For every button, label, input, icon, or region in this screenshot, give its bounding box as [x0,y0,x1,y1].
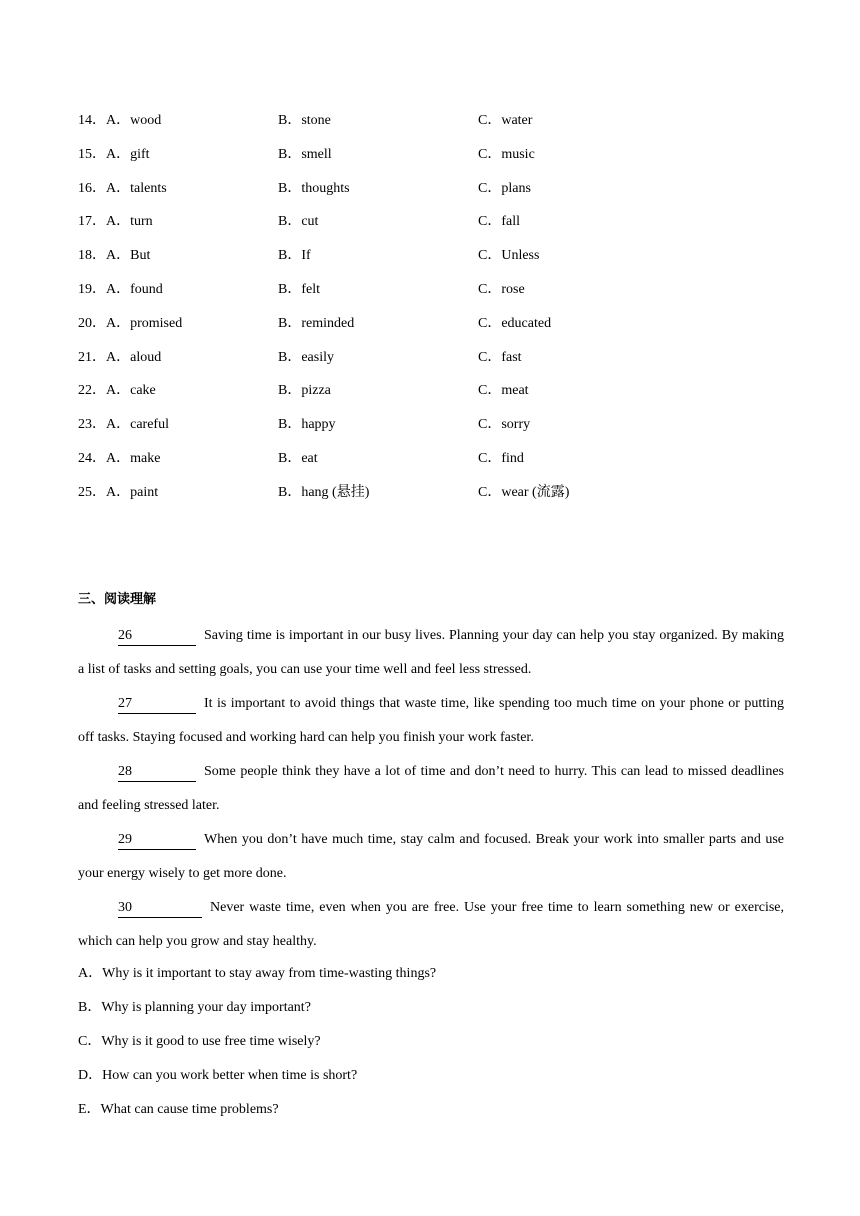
passage-paragraph [78,619,784,687]
option-b: B．cut [278,214,319,230]
option-c: C．sorry [478,417,531,433]
paragraph-text: Saving time is important in our busy lives. Planning your day can help you stay organized. By making a list of tasks and setting goals, you can use your time well and feel less stressed. [78,628,784,677]
option-b: B．felt [278,281,320,297]
option-c: C．water [478,113,533,128]
option-c: C．plans [478,180,531,196]
answer-blank: 30 [118,899,202,918]
passage-paragraph [78,823,784,891]
option-c: C．Unless [478,248,540,264]
option-c: C．fast [478,349,522,365]
answer-blank: 26 [118,627,196,646]
paragraph-text: When you don’t have much time, stay calm and focused. Break your work into smaller parts and use your energy wisely to get more done. [78,832,784,881]
option-c: C．music [478,146,535,162]
option-c: C．educated [478,315,552,331]
option-a: 18．A．But [78,248,151,264]
option-b: B．thoughts [278,180,350,196]
option-b: B．stone [278,113,331,128]
option-c: C．rose [478,281,525,297]
option-a: 16．A．talents [78,180,167,196]
question-row [78,212,798,246]
option-b: B．hang (悬挂) [278,484,370,500]
option-b: B．happy [278,417,336,433]
option-a: 21．A．aloud [78,349,162,365]
passage-paragraph [78,687,784,755]
option-b: B．pizza [278,383,331,399]
cloze-choices [78,111,798,517]
question-row [78,111,798,145]
paragraph-text: Never waste time, even when you are free. Use your free time to learn something new or exercise, which can help you grow and stay healthy. [78,900,784,949]
option-a: 14．A．wood [78,113,162,128]
question-row [78,415,798,449]
option-c: C．fall [478,214,520,230]
question-row [78,179,798,213]
section-title: 三、阅读理解 [78,592,157,607]
answer-blank: 27 [118,695,196,714]
paragraph-text: It is important to avoid things that waste time, like spending too much time on your phone or putting off tasks. Staying focused and working hard can help you finish your work faster. [78,696,784,745]
question-row [78,449,798,483]
passage-paragraph [78,755,784,823]
option-item: E．What can cause time problems? [78,1102,279,1117]
option-a: 19．A．found [78,281,163,297]
reading-passage [78,619,784,959]
option-b: B．reminded [278,315,355,331]
answer-options [78,957,436,1127]
option-a: 25．A．paint [78,484,159,500]
option-a: 24．A．make [78,450,161,466]
passage-paragraph [78,891,784,959]
option-b: B．smell [278,146,332,162]
option-item: C．Why is it good to use free time wisely? [78,1034,321,1049]
paragraph-text: Some people think they have a lot of time and don’t need to hurry. This can lead to missed deadlines and feeling stressed later. [78,764,784,813]
question-row [78,483,798,517]
option-a: 15．A．gift [78,146,150,162]
option-b: B．If [278,248,311,264]
option-item: D．How can you work better when time is short? [78,1068,358,1083]
option-a: 22．A．cake [78,383,156,399]
question-row [78,348,798,382]
question-row [78,145,798,179]
question-row [78,314,798,348]
option-a: 20．A．promised [78,315,183,331]
answer-blank: 28 [118,763,196,782]
option-a: 23．A．careful [78,417,169,433]
option-a: 17．A．turn [78,214,153,230]
option-b: B．easily [278,349,334,365]
option-item: A．Why is it important to stay away from time-wasting things? [78,966,437,981]
option-c: C．find [478,450,524,466]
question-row [78,246,798,280]
question-row [78,381,798,415]
option-item: B．Why is planning your day important? [78,1000,311,1015]
option-c: C．wear (流露) [478,484,570,500]
question-row [78,280,798,314]
option-b: B．eat [278,450,318,466]
option-c: C．meat [478,383,529,399]
answer-blank: 29 [118,831,196,850]
